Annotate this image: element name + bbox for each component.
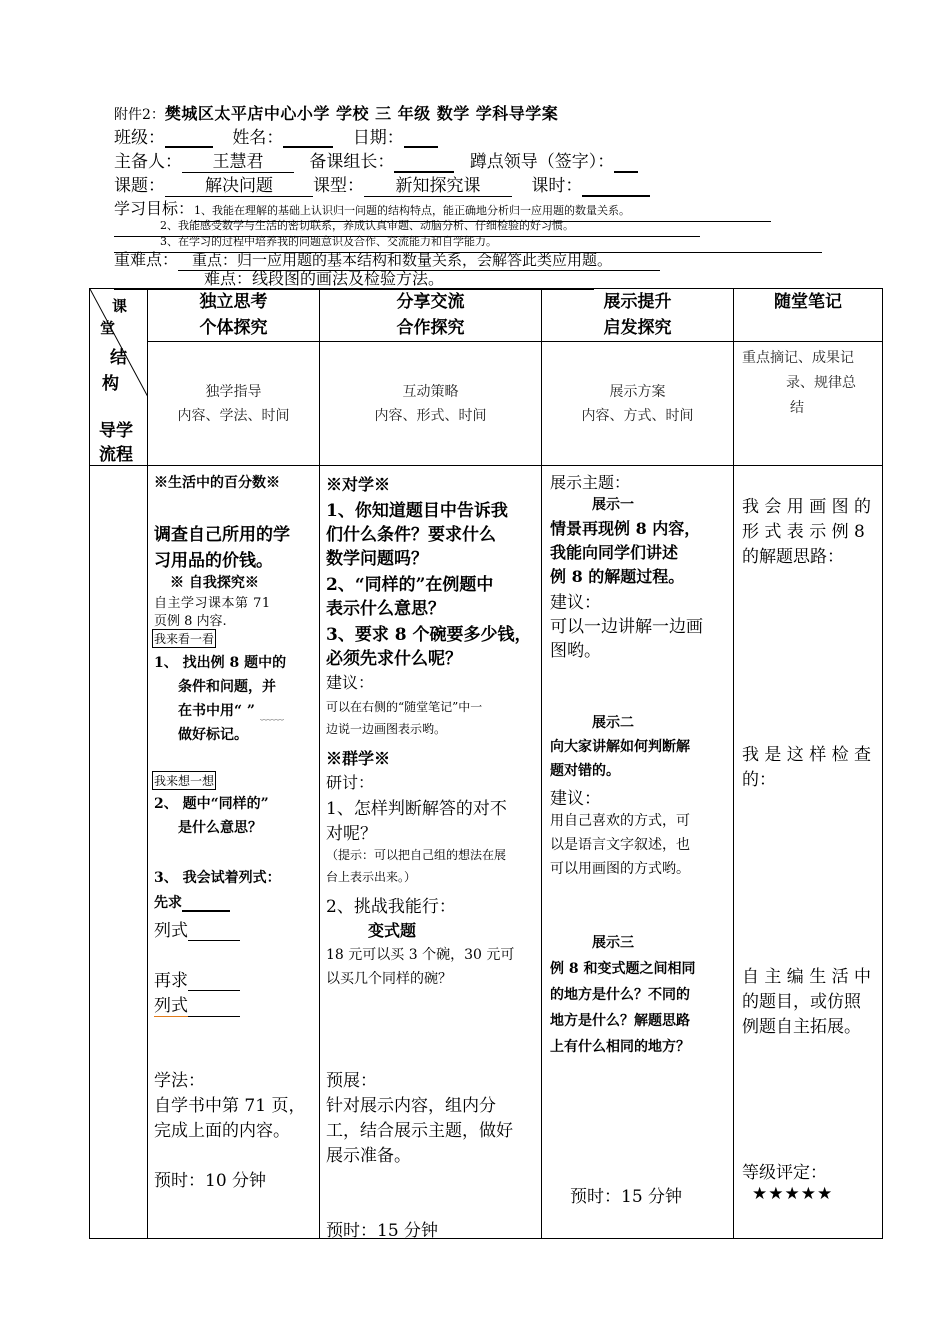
topic-text: 解决问题 (205, 176, 273, 196)
c2-p3: 展示准备。 (326, 1146, 411, 1166)
c1-q2b: 是什么意思？ (178, 820, 262, 836)
group-leader-label: 备课组长： (309, 152, 395, 172)
c2-hint: （提示：可以把自己组的想法在展 (326, 848, 507, 862)
c3-s3d: 上有什么相同的地方？ (550, 1039, 690, 1055)
corner-dao: 导学 (99, 421, 133, 441)
goal-2-text: 2、我能感受数学与生活的密切联系，养成认真审题、动脑分析、仔细检验的好习惯。 (160, 219, 574, 232)
content-row (90, 466, 883, 1239)
goal-3-text: 3、在学习的过程中培养我的问题意识及合作、交流能力和自学能力。 (160, 235, 497, 248)
c1-eq2-label: 列式 (154, 996, 188, 1016)
keypoint (178, 250, 660, 271)
corner-empty (90, 466, 148, 1239)
c3-s2d: 以是语言文字叙述，也 (550, 837, 690, 853)
preparer-value (182, 152, 294, 173)
c3-suggest-2: 建议： (550, 789, 601, 809)
info-line-2 (114, 152, 638, 173)
wavy-mark-icon: ﹏﹏ (260, 708, 285, 722)
difficulty-text: 难点：线段图的画法及检验方法。 (204, 269, 445, 288)
difficulty-line (114, 269, 594, 290)
c2-q1b: 们什么条件？要求什么 (326, 525, 496, 545)
topic-label: 课题： (114, 176, 165, 196)
c1-eq2-blank[interactable] (188, 1004, 240, 1017)
c1-m1: 自学书中第 71 页， (154, 1096, 306, 1116)
col1-sub-2: 内容、学法、时间 (177, 407, 290, 424)
c3-show1: 展示一 (592, 497, 634, 513)
col3-sub (542, 342, 734, 466)
c1-eq2 (154, 991, 240, 1017)
c4-n3b: 的题目，或仿照 (742, 992, 861, 1012)
col1-head-1: 独立思考 (199, 292, 268, 312)
c2-heading: ※对学※ (326, 475, 391, 494)
c3-s2c: 用自己喜欢的方式，可 (550, 813, 690, 829)
c3-show3: 展示三 (592, 935, 634, 951)
doc-title: 樊城区太平店中心小学 学校 三 年级 数学 学科导学案 (164, 104, 559, 123)
info-line-3 (114, 176, 650, 197)
col2-content (320, 466, 542, 1239)
c3-s3a: 例 8 和变式题之间相同 (550, 961, 696, 977)
c3-s1a: 情景再现例 8 内容， (550, 519, 701, 538)
col1-head (148, 289, 320, 342)
c4-n1a: 我 会 用 画 图 的 (742, 497, 872, 517)
col2-sub-2: 内容、形式、时间 (374, 407, 487, 424)
c1-eq1 (154, 916, 240, 941)
c1-first-label: 先求 (154, 895, 182, 911)
c3-suggest-1: 建议： (550, 593, 601, 613)
c1-heading-2: ※ 自我探究※ (170, 575, 259, 591)
c2-discuss: 研讨： (326, 773, 375, 792)
corner-cell (90, 289, 148, 466)
c1-box-look: 我来看一看 (152, 629, 216, 648)
col3-head (542, 289, 734, 342)
class-field[interactable] (165, 132, 213, 148)
header-row (90, 289, 883, 342)
corner-ke: 课 (112, 297, 128, 315)
date-label: 日期： (352, 128, 404, 148)
c2-suggest: 建议： (326, 673, 375, 692)
c3-theme: 展示主题： (550, 473, 631, 492)
c1-time: 预时：10 分钟 (154, 1171, 267, 1191)
col1-content (148, 466, 320, 1239)
topic-value (165, 176, 313, 197)
col2-head (320, 289, 542, 342)
c3-s3b: 的地方是什么？不同的 (550, 987, 690, 1003)
subheader-row (90, 342, 883, 466)
c3-s1d: 可以一边讲解一边画 (550, 617, 703, 637)
col3-sub-1: 展示方案 (609, 383, 666, 400)
type-value (364, 176, 512, 197)
c4-n3a: 自 主 编 生 活 中 (742, 967, 872, 987)
name-label: 姓名： (232, 128, 284, 148)
c2-d1a: 1、怎样判断解答的对不 (326, 799, 507, 819)
c1-q1b: 条件和问题，并 (178, 679, 276, 695)
date-field[interactable] (404, 132, 438, 148)
c1-s2: 页例 8 内容. (154, 614, 227, 629)
c1-l2: 习用品的价钱。 (154, 551, 273, 571)
goal-1: 1、我能在理解的基础上认识归一问题的结构特点，能正确地分析归一应用题的数量关系。 (194, 201, 771, 222)
col2-sub-1: 互动策略 (402, 383, 459, 400)
preparer-label: 主备人： (114, 152, 182, 172)
corner-jie: 结 (110, 348, 127, 368)
col3-content (542, 466, 734, 1239)
c1-eq1-blank[interactable] (188, 928, 240, 941)
corner-liu: 流程 (99, 445, 133, 465)
c1-q1d: 做好标记。 (178, 727, 248, 743)
preparer-name: 王慧君 (212, 152, 264, 172)
col1-sub-1: 独学指导 (205, 383, 262, 400)
attachment-label: 附件2： (114, 107, 165, 123)
c3-s2e: 可以用画图的方式哟。 (550, 861, 690, 877)
c3-s1b: 我能向同学们讲述 (550, 543, 679, 562)
col3-head-2: 启发探究 (603, 318, 672, 338)
col1-head-2: 个体探究 (199, 318, 268, 338)
col4-sub-1: 重点摘记、成果记 (742, 350, 854, 366)
c1-first-blank[interactable] (182, 898, 230, 912)
doc-title-line (114, 104, 558, 125)
c1-method: 学法： (154, 1071, 205, 1091)
c3-s1c: 例 8 的解题过程。 (550, 567, 685, 586)
c1-q1a: 1、 找出例 8 题中的 (154, 655, 287, 671)
difficulty (114, 269, 594, 290)
c4-n3c: 例题自主拓展。 (742, 1017, 861, 1037)
c2-q2a: 2、“同样的”在例题中 (326, 575, 494, 595)
c2-v1: 18 元可以买 3 个碗，30 元可 (326, 947, 515, 963)
c1-first (154, 892, 230, 912)
keypoint-text: 重点：归一应用题的基本结构和数量关系，会解答此类应用题。 (192, 251, 613, 269)
corner-tang: 堂 (100, 319, 116, 337)
c2-d2: 2、挑战我能行： (326, 897, 456, 917)
c4-n1b: 形 式 表 示 例 8 (742, 522, 865, 542)
c4-stars-icon: ★★★★★ (752, 1184, 834, 1204)
c1-then-label: 再求 (154, 971, 188, 991)
period-field[interactable] (582, 181, 650, 197)
c2-d1b: 对呢？ (326, 824, 377, 844)
c1-eq1-label: 列式 (154, 921, 188, 941)
c2-heading-2: ※群学※ (326, 749, 391, 768)
c3-s2a: 向大家讲解如何判断解 (550, 739, 690, 755)
c1-l1: 调查自己所用的学 (154, 525, 290, 545)
class-label: 班级： (114, 128, 165, 148)
c4-n2a: 我 是 这 样 检 查 (742, 745, 872, 765)
info-line-1 (114, 128, 438, 148)
c3-show2: 展示二 (592, 715, 634, 731)
c3-s3c: 地方是什么？解题思路 (550, 1013, 690, 1029)
c2-hint-2: 台上表示出来。） (326, 870, 417, 884)
c4-n1c: 的解题思路： (742, 547, 844, 567)
c2-q1c: 数学问题吗？ (326, 549, 428, 569)
c2-v2: 以买几个同样的碗？ (326, 971, 452, 987)
c1-q3: 3、 我会试着列式： (154, 870, 281, 886)
col1-sub (148, 342, 320, 466)
col2-head-2: 合作探究 (396, 318, 465, 338)
c4-n2b: 的： (742, 770, 776, 790)
col2-head-1: 分享交流 (396, 292, 465, 312)
lesson-table (89, 288, 883, 1239)
goals-label: 学习目标： (114, 199, 195, 218)
col4-head (734, 289, 883, 342)
leader-label: 蹲点领导（签字）： (469, 152, 615, 172)
leader-field[interactable] (614, 157, 638, 173)
period-label: 课时： (531, 176, 583, 196)
c3-time: 预时：15 分钟 (570, 1187, 683, 1207)
keypoint-line (114, 250, 660, 271)
c1-box-think: 我来想一想 (152, 771, 216, 790)
c2-preshow: 预展： (326, 1071, 377, 1091)
corner-gou: 构 (102, 374, 119, 394)
group-leader-field[interactable] (394, 157, 454, 173)
c3-s1e: 图哟。 (550, 641, 601, 661)
keypoints-label: 重难点： (114, 250, 179, 269)
col4-sub-2: 录、规律总 (786, 375, 856, 391)
c1-then-blank[interactable] (188, 978, 240, 991)
c1-s1: 自主学习课本第 71 (154, 596, 271, 611)
c2-q2b: 表示什么意思？ (326, 599, 445, 619)
type-label: 课型： (313, 176, 364, 196)
c2-p1: 针对展示内容，组内分 (326, 1096, 496, 1116)
col3-head-1: 展示提升 (603, 292, 672, 312)
col4-sub-3: 结 (790, 400, 804, 416)
c1-q1c: 在书中用“ ” (178, 703, 255, 719)
c4-grade: 等级评定： (742, 1163, 827, 1183)
c2-q3a: 3、要求 8 个碗要多少钱， (326, 625, 532, 645)
col3-sub-2: 内容、方式、时间 (581, 407, 694, 424)
type-text: 新知探究课 (395, 176, 481, 196)
c2-time: 预时：15 分钟 (326, 1221, 439, 1241)
c2-variant-title: 变式题 (368, 921, 417, 940)
c1-q2a: 2、 题中“同样的” (154, 796, 269, 812)
c2-s1: 可以在右侧的“随堂笔记”中一 (326, 700, 483, 714)
name-field[interactable] (283, 132, 333, 148)
col2-sub (320, 342, 542, 466)
c1-then (154, 966, 240, 991)
col4-content (734, 466, 883, 1239)
c2-s2: 边说一边画图表示哟。 (326, 722, 447, 736)
c2-p2: 工，结合展示主题，做好 (326, 1121, 513, 1141)
c2-q3b: 必须先求什么呢？ (326, 649, 462, 669)
c1-m2: 完成上面的内容。 (154, 1121, 290, 1141)
c1-heading: ※生活中的百分数※ (154, 475, 280, 491)
c3-s2b: 题对错的。 (550, 763, 620, 779)
col4-head-1: 随堂笔记 (774, 292, 842, 312)
col4-sub (734, 342, 883, 466)
c2-q1a: 1、你知道题目中告诉我 (326, 501, 508, 521)
